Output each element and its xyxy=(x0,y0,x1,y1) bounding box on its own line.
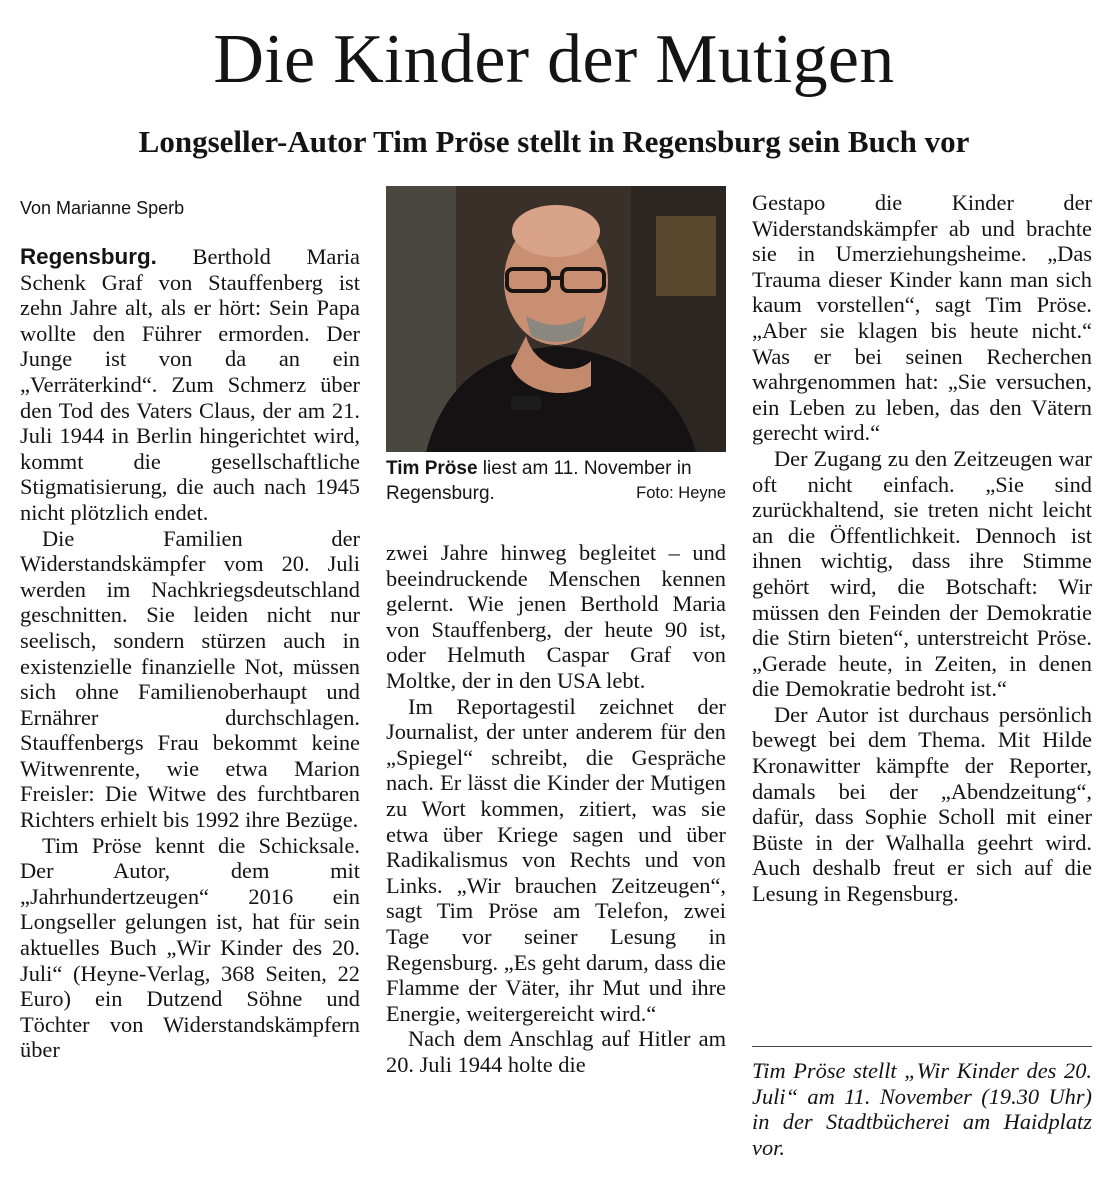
author-photo xyxy=(386,186,726,452)
paragraph-1 xyxy=(20,244,360,526)
dateline: Regensburg. xyxy=(20,244,157,269)
event-note: Tim Pröse stellt „Wir Kinder des 20. Juli“ am 11. November (19.30 Uhr) in der Stadtbücherei am Haidplatz vor. xyxy=(752,1058,1092,1160)
caption-name: Tim Pröse xyxy=(386,458,478,479)
photo-credit: Foto: Heyne xyxy=(636,484,726,502)
headline: Die Kinder der Mutigen xyxy=(213,21,895,98)
column-2 xyxy=(386,540,726,1077)
photo-caption xyxy=(386,456,726,506)
paragraph-5-continued: Gestapo die Kinder der Widerstandskämpfer ab und brachte sie in Umerziehungsheime. „Das Trauma dieser Kinder kann man sich kaum vorstellen“, sagt Tim Pröse. „Aber sie klagen bis heute nicht.“ Was er bei seinen Recherchen wahrgenommen hat: „Sie versuchen, ein Leben zu leben, das den Vätern gerecht wird.“ xyxy=(752,190,1092,446)
paragraph-1-text: Berthold Maria Schenk Graf von Stauffenberg ist zehn Jahre alt, als er hört: Sein Papa wollte den Führer ermorden. Der Junge ist von da an ein „Verräterkind“. Zum Schmerz über den Tod des Vaters Claus, der am 21. Juli 1944 in Berlin hingerichtet wird, kommt die gesellschaftliche Stigmatisierung, die auch nach 1945 nicht plötzlich endet. xyxy=(20,244,360,525)
portrait-photo-icon xyxy=(386,186,726,452)
paragraph-2: Die Familien der Widerstandskämpfer vom 20. Juli werden im Nachkriegsdeutschland geschnitten. Sie leiden nicht nur seelisch, sondern stürzen auch in existenzielle finanzielle Not, müssen sich ohne Familienoberhaupt und Ernährer durchschlagen. Stauffenbergs Frau bekommt keine Witwenrente, wie etwa Marion Freisler: Die Witwe des furchtbaren Richters erhielt bis 1992 ihre Bezüge. xyxy=(20,525,360,833)
divider xyxy=(752,1046,1092,1047)
column-1 xyxy=(20,244,360,1063)
paragraph-3-continued: zwei Jahre hinweg begleitet – und beeindruckende Menschen kennen gelernt. Wie jenen Berthold Maria von Stauffenberg, der heute 90 ist, oder Helmuth Caspar Graf von Moltke, der in den USA lebt. xyxy=(386,540,726,693)
byline: Von Marianne Sperb xyxy=(20,198,185,218)
paragraph-5: Nach dem Anschlag auf Hitler am 20. Juli 1944 holte die xyxy=(386,1026,726,1077)
subheadline: Longseller-Autor Tim Pröse stellt in Regensburg sein Buch vor xyxy=(138,124,970,159)
paragraph-3: Tim Pröse kennt die Schicksale. Der Autor, dem mit „Jahrhundertzeugen“ 2016 ein Longseller gelungen ist, hat für sein aktuelles Buch „Wir Kinder des 20. Juli“ (Heyne-Verlag, 368 Seiten, 22 Euro) ein Dutzend Söhne und Töchter von Widerstandskämpfern über xyxy=(20,832,360,1063)
caption-text: liest am 11. November in Regensburg. xyxy=(386,458,692,504)
paragraph-6: Der Zugang zu den Zeitzeugen war oft nicht einfach. „Sie sind zurückhaltend, sie treten nicht leicht an die Öffentlichkeit. Dennoch ist ihnen wichtig, dass ihre Stimme gehört wird, die Botschaft: Wir müssen den Feinden der Demokratie die Stirn bieten“, unterstreicht Pröse. „Gerade heute, in Zeiten, in denen die Demokratie bedroht ist.“ xyxy=(752,445,1092,702)
column-3 xyxy=(752,190,1092,907)
paragraph-4: Im Reportagestil zeichnet der Journalist, der unter anderem für den „Spiegel“ schreibt, die Gespräche nach. Er lässt die Kinder der Mutigen zu Wort kommen, zitiert, was sie etwa über Kriege sagen und über Radikalismus von Rechts und von Links. „Wir brauchen Zeitzeugen“, sagt Tim Pröse am Telefon, zwei Tage vor seiner Lesung in Regensburg. „Es geht darum, dass die Flamme der Väter, ihr Mut und ihre Energie, weitergereicht wird.“ xyxy=(386,693,726,1026)
paragraph-7: Der Autor ist durchaus persönlich bewegt bei dem Thema. Mit Hilde Kronawitter kämpfte der Reporter, damals bei der „Abendzeitung“, dafür, dass Sophie Scholl mit einer Büste in der Walhalla geehrt wird. Auch deshalb freut er sich auf die Lesung in Regensburg. xyxy=(752,701,1092,907)
